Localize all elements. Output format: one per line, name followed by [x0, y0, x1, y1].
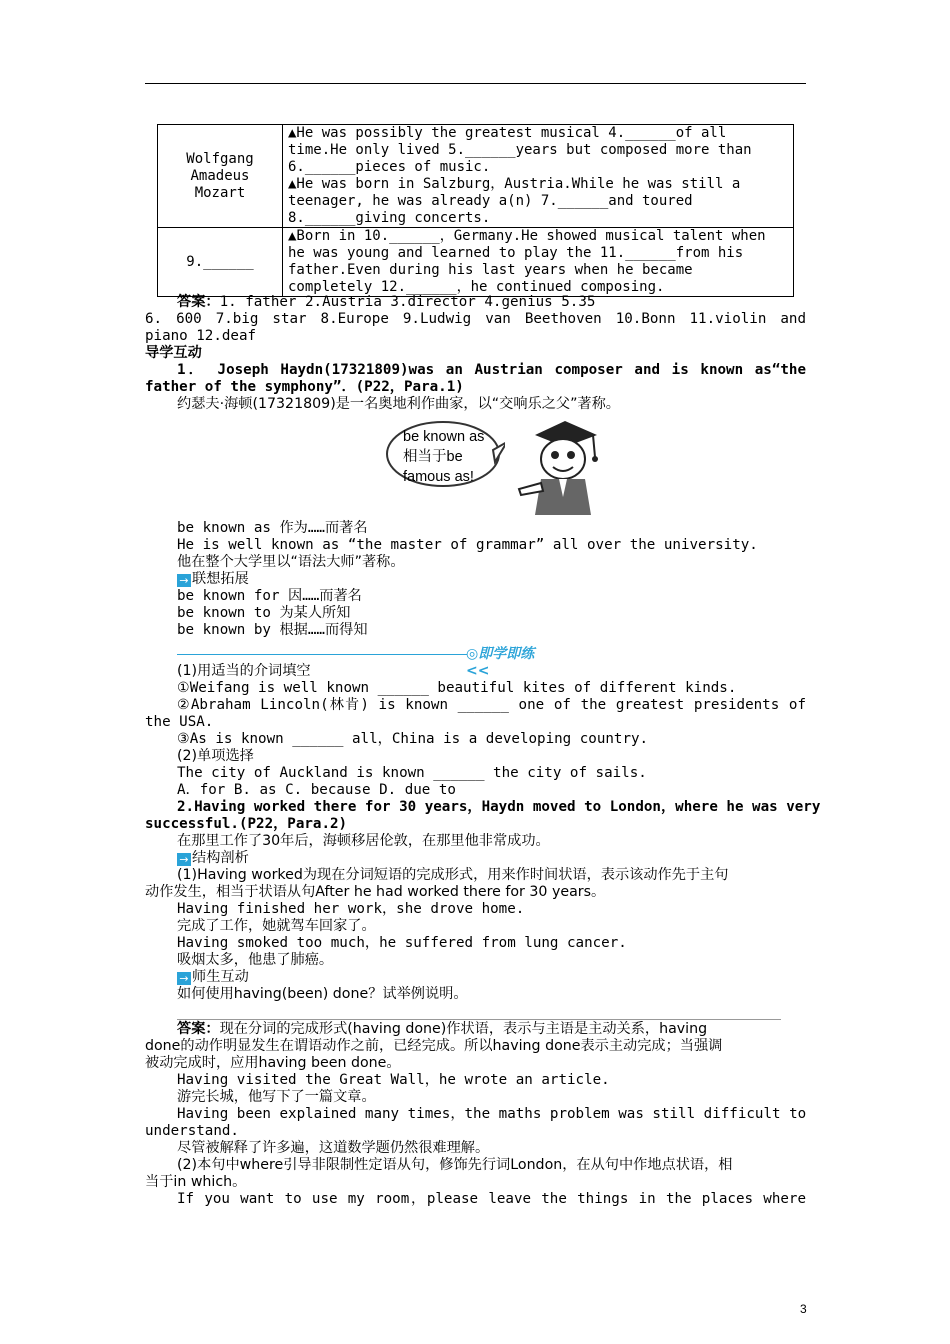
practice-part-title: (1)用适当的介词填空: [177, 663, 311, 679]
list-item: be known for 因……而著名: [177, 588, 362, 604]
graduate-cartoon-icon: [515, 417, 603, 517]
usage-example: He is well known as “the master of grammar” all over the university.: [177, 537, 758, 553]
table-row: [158, 228, 794, 297]
answer-line: 答案：现在分词的完成形式(having done)作状语，表示与主语是主动关系，having: [177, 1021, 708, 1037]
composer-desc-cell: ▲He was possibly the greatest musical 4.______of all time.He only lived 5.______years but composed more than 6.______pieces of music. ▲He was born in Salzburg，Austria.While he was still a teenager, he was already a(n) 7.______and toured 8.______giving concerts.: [283, 125, 794, 228]
composer-name-cell: Wolfgang Amadeus Mozart: [158, 125, 283, 228]
answer-example: understand.: [145, 1123, 239, 1139]
structure-text: (1)Having worked为现在分词短语的完成形式，用来作时间状语，表示该动作先于主句: [177, 867, 729, 883]
list-item: be known by 根据……而得知: [177, 622, 368, 638]
bubble-text: be known as 相当于be famous as!: [403, 429, 485, 485]
arrow-icon: →: [177, 853, 191, 866]
structure-example: Having finished her work，she drove home.: [177, 901, 525, 917]
list-item: be known to 为某人所知: [177, 605, 351, 621]
item-heading: successful.(P22，Para.2): [145, 816, 348, 832]
answer-line: 当于in which。: [145, 1174, 247, 1190]
answer-example: Having been explained many times，the maths problem was still difficult to: [177, 1106, 807, 1122]
interaction-question: 如何使用having(been) done？试举例说明。: [177, 986, 468, 1002]
interaction-heading: → 师生互动: [177, 969, 806, 986]
practice-question: The city of Auckland is known ______ the city of sails.: [177, 765, 647, 781]
structure-example-translation: 吸烟太多，他患了肺癌。: [177, 952, 334, 968]
item-heading: 2.Having worked there for 30 years，Haydn moved to London，where he was very: [177, 799, 821, 815]
structure-text: 动作发生，相当于状语从句After he had worked there for 30 years。: [145, 884, 606, 900]
answer-example: If you want to use my room，please leave the things in the places where: [177, 1191, 806, 1207]
composer-table: [157, 124, 794, 297]
page-number: 3: [800, 1302, 807, 1316]
practice-question: ③As is known ______ all，China is a developing country.: [177, 731, 649, 747]
composer-desc-cell: ▲Born in 10.______，Germany.He showed musical talent when he was young and learned to play the 11.______from his father.Even during his last years when he became completely 12.______，he continued composing.: [283, 228, 794, 297]
item-heading: 1． Joseph Haydn(17321809)was an Austrian composer and is known as“the: [177, 362, 806, 378]
answer-line: done的动作明显发生在谓语动作之前，已经完成。所以having done表示主动完成；当强调: [145, 1038, 723, 1054]
structure-heading: → 结构剖析: [177, 850, 806, 867]
arrow-icon: →: [177, 574, 191, 587]
table-row: [158, 125, 794, 228]
answer-line: 6. 600 7.big star 8.Europe 9.Ludwig van Beethoven 10.Bonn 11.violin and: [145, 311, 806, 327]
section-title: 导学互动: [145, 345, 202, 361]
answer-rule: [177, 1019, 781, 1020]
practice-logo: ◎即学即练<<: [466, 646, 535, 679]
practice-options: A．for B. as C. because D. due to: [177, 782, 456, 798]
answer-example-translation: 游完长城，他写下了一篇文章。: [177, 1089, 376, 1105]
practice-divider: [177, 654, 467, 655]
header-rule: [145, 83, 806, 84]
structure-example: Having smoked too much，he suffered from lung cancer.: [177, 935, 627, 951]
item-translation: 约瑟夫·海顿(17321809)是一名奥地利作曲家，以“交响乐之父”著称。: [177, 396, 620, 412]
answer-line: 答案：1. father 2.Austria 3.director 4.genius 5.35: [177, 294, 596, 310]
expand-heading: → 联想拓展: [177, 571, 806, 588]
practice-question: the USA.: [145, 714, 214, 730]
composer-name-cell: 9.______: [158, 228, 283, 297]
usage-phrase: be known as 作为……而著名: [177, 520, 368, 536]
practice-question: ②Abraham Lincoln(林肯) is known ______ one of the greatest presidents of: [177, 697, 806, 713]
answer-example: Having visited the Great Wall，he wrote an article.: [177, 1072, 610, 1088]
practice-question: ①Weifang is well known ______ beautiful kites of different kinds.: [177, 680, 737, 696]
item-translation: 在那里工作了30年后，海顿移居伦敦，在那里他非常成功。: [177, 833, 550, 849]
answer-line: 被动完成时，应用having been done。: [145, 1055, 401, 1071]
answer-example-translation: 尽管被解释了许多遍，这道数学题仍然很难理解。: [177, 1140, 490, 1156]
structure-example-translation: 完成了工作，她就驾车回家了。: [177, 918, 376, 934]
item-heading: father of the symphony”．(P22，Para.1): [145, 379, 464, 395]
answer-line: piano 12.deaf: [145, 328, 257, 344]
answer-line: (2)本句中where引导非限制性定语从句，修饰先行词London，在从句中作地点状语，相: [177, 1157, 733, 1173]
arrow-icon: →: [177, 972, 191, 985]
usage-example-translation: 他在整个大学里以“语法大师”著称。: [177, 554, 405, 570]
practice-part-title: (2)单项选择: [177, 748, 254, 764]
